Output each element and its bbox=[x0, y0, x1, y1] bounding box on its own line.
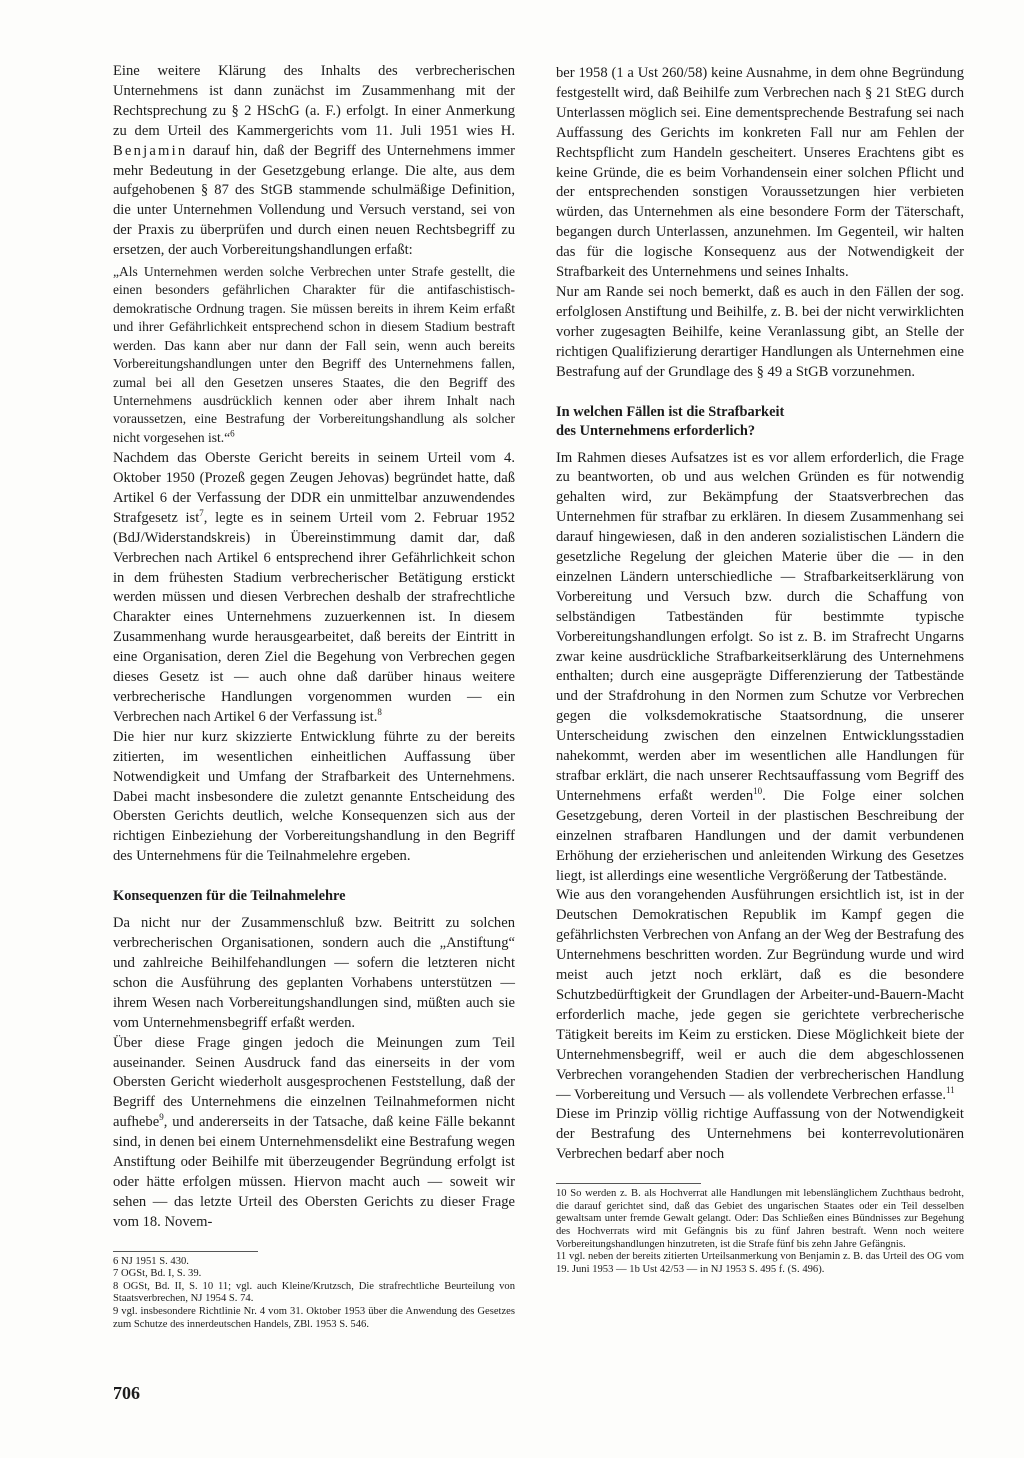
footnote: 8 OGSt, Bd. II, S. 10 11; vgl. auch Kleine/Krutzsch, Die strafrechtliche Beurteilung von Staatsverbrechen, NJ 1954 S. 74. bbox=[113, 1280, 515, 1305]
left-column bbox=[113, 62, 515, 1331]
block-quote bbox=[113, 263, 515, 447]
footnote-divider bbox=[556, 1183, 701, 1184]
footnote-ref: 11 bbox=[946, 1084, 955, 1095]
quote-text: „Als Unternehmen werden solche Verbrechen unter Strafe gestellt, die einen besonders gefährlichen Charakter für die antifaschistisch-demokratische Ordnung tragen. Sie müssen bereits in ihrem Keim erfaßt und ihrer Gefährlichkeit entsprechend schon in diesem Stadium bestraft werden. Das kann aber nur dann der Fall sein, wenn auch bereits Vorbereitungshandlungen unter den Begriff des Unternehmens fallen, zumal bei all den Gesetzen unseres Staates, die den Begriff des Unternehmens ausdrücklich kennen oder aber ihrem Inhalt nach voraussetzen, eine Bestrafung der Vorbereitungshandlung als solcher nicht vorgesehen ist.“ bbox=[113, 264, 515, 445]
paragraph: ber 1958 (1 a Ust 260/58) keine Ausnahme, in dem ohne Begründung festgestellt wird, daß Beihilfe zum Verbrechen nach § 21 StEG durch Unterlassen möglich sei. Eine dementsprechende Bestrafung sei nach Auffassung des Gerichts im konkreten Fall nur am Fehlen der Rechtspflicht zum Handeln gescheitert. Unseres Erachtens gibt es keine Gründe, die es beim Vorhandensein einer solchen Pflicht und der entsprechenden sonstigen Voraussetzungen hier verbieten würden, das Unternehmen als eine besondere Form der Täterschaft, begangen durch Unterlassen, anzunehmen. Im Gegenteil, wir halten das für die logische Konsequenz aus der Notwendigkeit der Strafbarkeit des Unternehmens und seines Inhalts. bbox=[556, 65, 964, 281]
paragraph: Da nicht nur der Zusammenschluß bzw. Beitritt zu solchen verbrecherischen Organisationen, sondern auch die „Anstiftung“ und zahlreiche Beihilfehandlungen — sofern die letzteren nicht schon die Ausführung des geplanten Vorhabens unterstützen — ihrem Wesen nach Vorbereitungshandlungen sind, müßten auch sie vom Unternehmensbegriff erfaßt werden. bbox=[113, 915, 515, 1031]
paragraph-text: Nachdem das Oberste Gericht bereits in seinem Urteil vom 4. Oktober 1950 (Prozeß gegen Zeugen Jehovas) begründet hatte, daß Artikel 6 der Verfassung der DDR ein unmittelbar anzuwendendes Strafgesetz ist bbox=[113, 450, 515, 526]
paragraph: Nur am Rande sei noch bemerkt, daß es auch in den Fällen der sog. erfolglosen Anstiftung und Beihilfe, z. B. bei der nicht verwirklichten vorher zugesagten Beihilfe, keine Veranlassung gibt, an Stelle der richtigen Qualifizierung derartiger Handlungen als Unternehmen eine Bestrafung auf der Grundlage des § 49 a StGB vorzunehmen. bbox=[556, 283, 964, 380]
paragraph-text: Wie aus den vorangehenden Ausführungen ersichtlich ist, ist in der Deutschen Demokratischen Republik im Kampf gegen die gefährlichsten Verbrechen von Anfang an der Weg der Bestrafung des Unternehmens beschritten worden. Zur Begründung wurde und wird meist auch jetzt noch erklärt, daß es die besondere Schutzbedürftigkeit der Grundlagen der Arbeiter-und-Bauern-Macht erforderlich mache, jede gegen sie gerichtete verbrecherische Tätigkeit bereits im Keim zu ersticken. Diese Möglichkeit biete der Unternehmensbegriff, weil er auch die dem abgeschlossenen Verbrechen vorangehenden Stadien der verbrecherischen Handlung — Vorbereitung und Versuch — als vollendete Verbrechen erfasse. bbox=[556, 887, 964, 1103]
paragraph-text: , legte es in seinem Urteil vom 2. Februar 1952 (BdJ/Widerstandskreis) in Übereinstimmung damit dar, daß Verbrechen nach Artikel 6 entsprechend ihrer Gefährlichkeit schon in dem frühesten Stadium verbrecherischer Betätigung erstickt werden müssen und diesen Verbrechen deshalb der strafrechtliche Charakter eines Unternehmens zuzuerkennen ist. In diesem Zusammenhang wurde herausgearbeitet, daß bereits der Eintritt in eine Organisation, deren Ziel die Begehung von Verbrechen gegen dieses Gesetz ist — auch ohne daß darüber hinaus weitere verbrecherische Handlungen vorgenommen wurden — ein Verbrechen nach Artikel 6 der Verfassung ist. bbox=[113, 509, 515, 725]
section-heading: Konsequenzen für die Teilnahmelehre bbox=[113, 888, 346, 905]
footnote-ref: 8 bbox=[377, 707, 382, 718]
footnote: 10 So werden z. B. als Hochverrat alle Handlungen mit lebenslänglichem Zuchthaus bedroht, die darauf gerichtet sind, daß das Gebiet des ungarischen Staates oder ein Teil desselben gewaltsam unter fremde Gewalt gelangt. Oder: Das Schließen eines Bündnisses zur Begehung des Hochverrats wird mit Gefängnis bis zu fünf Jahren bestraft. Wenn noch weitere Vorbereitungshandlungen hinzutreten, ist die Strafe fünf bis zehn Jahre Gefängnis. bbox=[556, 1188, 964, 1250]
footnote-ref: 9 bbox=[159, 1112, 164, 1123]
heading-line: des Unternehmens erforderlich? bbox=[556, 422, 756, 439]
page-number: 706 bbox=[113, 1383, 140, 1403]
footnote-ref: 10 bbox=[753, 786, 763, 797]
footnote-ref: 7 bbox=[199, 507, 204, 518]
paragraph-text: . Die Folge einer solchen Gesetzgebung, deren Vorteil in der plastischen Beschreibung der einzelnen strafbaren Handlungen und der damit verbundenen Erhöhung der erzieherischen und anleitenden Wirkung des Gesetzes liegt, ist allerdings eine wesentliche Vergrößerung der Tatbestände. bbox=[556, 787, 964, 884]
paragraph bbox=[556, 449, 964, 887]
paragraph bbox=[556, 886, 964, 1105]
section-heading bbox=[556, 403, 964, 441]
paragraph: Diese im Prinzip völlig richtige Auffassung von der Notwendigkeit der Bestrafung des Unternehmens bei konterrevolutionären Verbrechen bedarf aber noch bbox=[556, 1106, 964, 1163]
paragraph-text: , und andererseits in der Tatsache, daß keine Fälle bekannt sind, in denen bei einem Unternehmensdelikt eine Bestrafung wegen Anstiftung oder Beihilfe mit überzeugender Begründung erfolgt ist oder hätte erfolgen müssen. Hiervon macht auch — soweit wir sehen — das letzte Urteil des Obersten Gerichts zu dieser Frage vom 18. Novem- bbox=[113, 1114, 515, 1230]
paragraph-text: Im Rahmen dieses Aufsatzes ist es vor allem erforderlich, die Frage zu beantworten, ob und aus welchen Gründen es für notwendig gehalten wird, zur Bekämpfung der Staatsverbrechen das Unternehmen für strafbar zu erklären. In diesem Zusammenhang sei darauf hingewiesen, daß in den anderen sozialistischen Ländern die gesetzliche Regelung der gleichen Materie über die — in den einzelnen Ländern unterschiedliche — Strafbarkeitserklärung von Vorbereitung und Versuch bzw. durch die Schaffung von selbständigen Tatbeständen für bestimmte typische Vorbereitungshandlungen erfolgt. So ist z. B. im Strafrecht Ungarns zwar keine ausdrückliche Strafbarkeitserklärung des Unternehmens enthalten; durch eine ausgeprägte Differenzierung der Tatbestände und der Strafdrohung in den Normen zum Schutze vor Verbrechen gegen die volksdemokratische Staatsordnung, die unserer Unterscheidung zwischen den einzelnen Entwicklungsstadien nahekommt, werden aber im wesentlichen alle Handlungen für strafbar erklärt, die nach unserer Rechtsauffassung vom Begriff des Unternehmens erfaßt werden bbox=[556, 449, 964, 804]
paragraph-text: Über diese Frage gingen jedoch die Meinungen zum Teil auseinander. Seinen Ausdruck fand das einerseits in der vom Obersten Gericht wiederholt ausgesprochenen Feststellung, daß der Begriff des Unternehmens die einzelnen Teilnahmeformen nicht aufhebe bbox=[113, 1034, 515, 1131]
paragraph bbox=[113, 449, 515, 728]
footnote-divider bbox=[113, 1251, 258, 1252]
footnote: 9 vgl. insbesondere Richtlinie Nr. 4 vom 31. Oktober 1953 über die Anwendung des Gesetzes zum Schutze des innerdeutschen Handels, ZBl. 1953 S. 546. bbox=[113, 1306, 515, 1330]
paragraph-text: darauf hin, daß der Begriff des Unternehmens immer mehr Bedeutung in der Gesetzgebung erlange. Die alte, aus dem aufgehobenen § 87 des StGB stammende schulmäßige Definition, die unter Unternehmen Vollendung und Versuch verstand, sei von der Praxis zu überprüfen und durch einen neuen Rechtsbegriff zu ersetzen, der auch Vorbereitungshandlungen erfaßt: bbox=[113, 142, 515, 259]
footnote-ref: 6 bbox=[230, 428, 235, 439]
paragraph bbox=[113, 62, 515, 261]
paragraph: Die hier nur kurz skizzierte Entwicklung führte zu der bereits zitierten, im wesentlichen einheitlichen Auffassung über Notwendigkeit und Umfang der Strafbarkeit des Unternehmens. Dabei macht insbesondere die zuletzt genannte Entscheidung des Obersten Gerichts deutlich, welche Konsequenzen sich aus der richtigen Einbeziehung der Vorbereitungshandlung in den Begriff des Unternehmens für die Teilnahmelehre ergeben. bbox=[113, 728, 515, 865]
footnote: 6 NJ 1951 S. 430. bbox=[113, 1255, 189, 1267]
heading-line: In welchen Fällen ist die Strafbarkeit bbox=[556, 403, 785, 420]
right-column bbox=[556, 64, 964, 1276]
footnote: 7 OGSt, Bd. I, S. 39. bbox=[113, 1268, 202, 1280]
footnote: 11 vgl. neben der bereits zitierten Urteilsanmerkung von Benjamin z. B. das Urteil des OG vom 19. Juni 1953 — 1b Ust 42/53 — in NJ 1953 S. 495 f. (S. 496). bbox=[556, 1251, 964, 1275]
paragraph bbox=[113, 1034, 515, 1233]
author-name: Benjamin bbox=[113, 142, 188, 159]
paragraph-text: Eine weitere Klärung des Inhalts des verbrecherischen Unternehmens ist dann zunächst im Zusammenhang mit der Rechtsprechung zu § 2 HSchG (a. F.) erfolgt. In einer Anmerkung zu dem Urteil des Kammergerichts vom 11. Juli 1951 wies H. bbox=[113, 63, 515, 139]
